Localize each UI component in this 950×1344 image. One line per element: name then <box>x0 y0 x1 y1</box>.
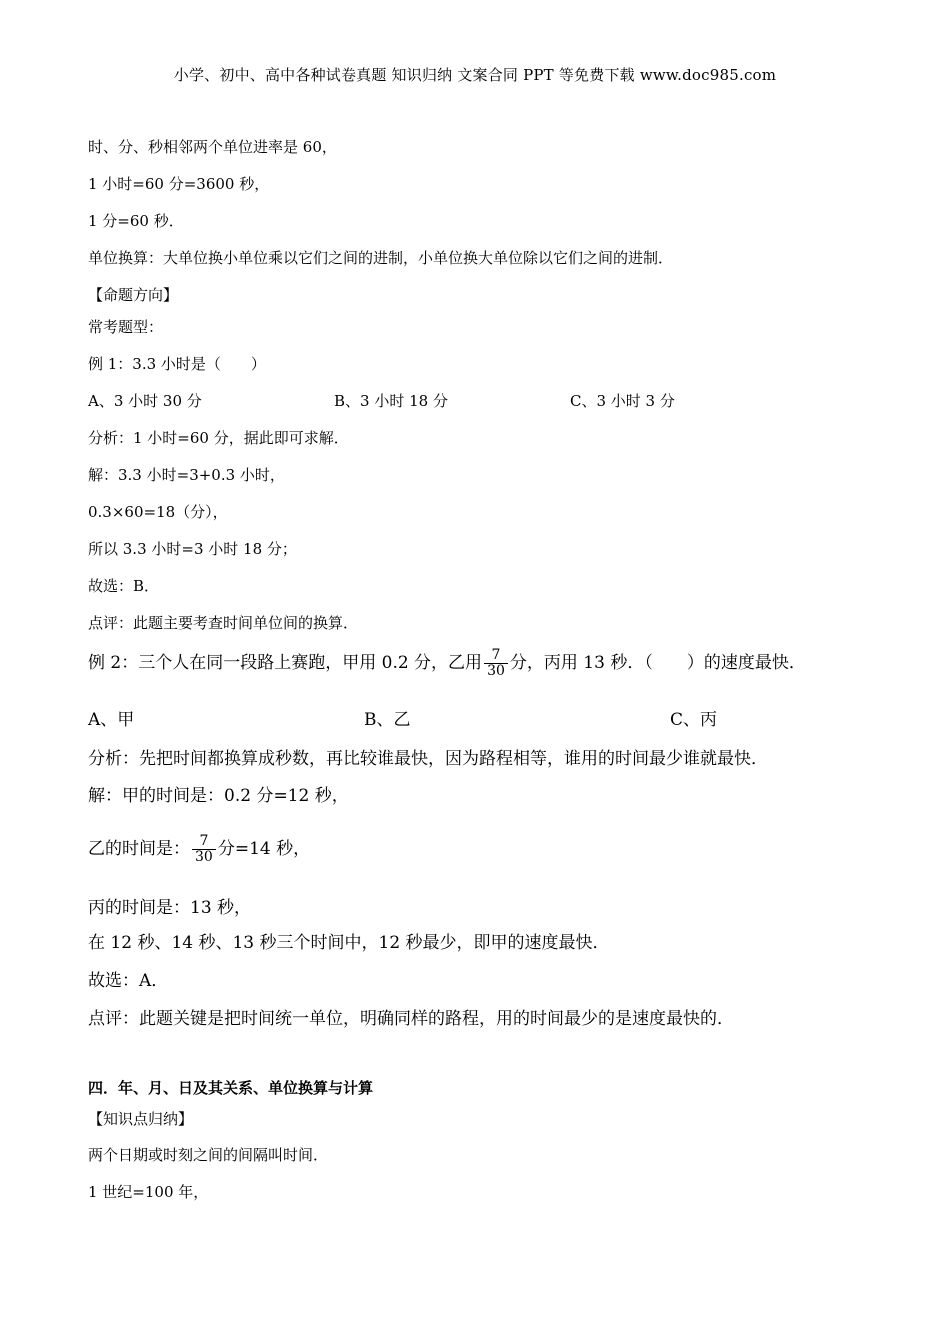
ex1-option-c: C、3 小时 3 分 <box>570 392 675 410</box>
text-line: 点评：此题主要考查时间单位间的换算． <box>88 614 359 632</box>
text-line: 常考题型： <box>88 318 164 336</box>
ex2-text-part2: 分，丙用 13 秒．（ ）的速度最快． <box>509 653 806 673</box>
text-line: 单位换算：大单位换小单位乘以它们之间的进制，小单位换大单位除以它们之间的进制． <box>88 249 674 267</box>
text-line: 分析：1 小时=60 分，据此即可求解． <box>88 429 349 447</box>
ex2-option-a: A、甲 <box>88 710 135 730</box>
text-line: 解：甲的时间是：0.2 分=12 秒， <box>88 786 349 806</box>
ex2-option-c: C、丙 <box>670 710 718 730</box>
text-line: 解：3.3 小时=3+0.3 小时， <box>88 466 285 484</box>
fraction <box>192 834 216 865</box>
fraction <box>484 648 508 679</box>
text-line: 所以 3.3 小时=3 小时 18 分； <box>88 540 297 558</box>
text-line-with-fraction <box>88 834 310 865</box>
section-label: 【知识点归纳】 <box>88 1110 194 1128</box>
text-line: 丙的时间是：13 秒， <box>88 898 252 918</box>
l19-text-part1: 乙的时间是： <box>88 839 190 859</box>
example-1-question: 例 1：3.3 小时是（ ） <box>88 355 266 373</box>
text-line: 时、分、秒相邻两个单位进率是 60， <box>88 138 337 156</box>
text-line: 故选：B． <box>88 577 160 595</box>
fraction-denominator: 30 <box>487 663 505 679</box>
text-line: 1 小时=60 分=3600 秒， <box>88 175 270 193</box>
example-2-question <box>88 648 806 679</box>
fraction-numerator: 7 <box>192 834 216 850</box>
fraction-denominator: 30 <box>195 849 213 865</box>
text-line: 点评：此题关键是把时间统一单位，明确同样的路程，用的时间最少的是速度最快的． <box>88 1009 734 1029</box>
ex1-option-b: B、3 小时 18 分 <box>334 392 448 410</box>
text-line: 故选：A． <box>88 971 169 991</box>
ex2-option-b: B、乙 <box>364 710 411 730</box>
ex1-option-a: A、3 小时 30 分 <box>88 392 202 410</box>
l19-text-part2: 分=14 秒， <box>217 839 311 859</box>
text-line: 分析：先把时间都换算成秒数，再比较谁最快，因为路程相等，谁用的时间最少谁就最快． <box>88 749 768 769</box>
text-line: 1 分=60 秒． <box>88 212 184 230</box>
text-line: 0.3×60=18（分）， <box>88 503 228 521</box>
fraction-numerator: 7 <box>484 648 508 664</box>
section-label: 【命题方向】 <box>88 286 179 304</box>
page-header: 小学、初中、高中各种试卷真题 知识归纳 文案合同 PPT 等免费下载 www.doc985.com <box>173 66 777 84</box>
text-line: 在 12 秒、14 秒、13 秒三个时间中，12 秒最少，即甲的速度最快． <box>88 933 610 953</box>
section-heading: 四．年、月、日及其关系、单位换算与计算 <box>88 1079 374 1097</box>
ex2-text-part1: 例 2：三个人在同一段路上赛跑，甲用 0.2 分，乙用 <box>88 653 483 673</box>
text-line: 1 世纪=100 年， <box>88 1183 209 1201</box>
text-line: 两个日期或时刻之间的间隔叫时间． <box>88 1146 329 1164</box>
